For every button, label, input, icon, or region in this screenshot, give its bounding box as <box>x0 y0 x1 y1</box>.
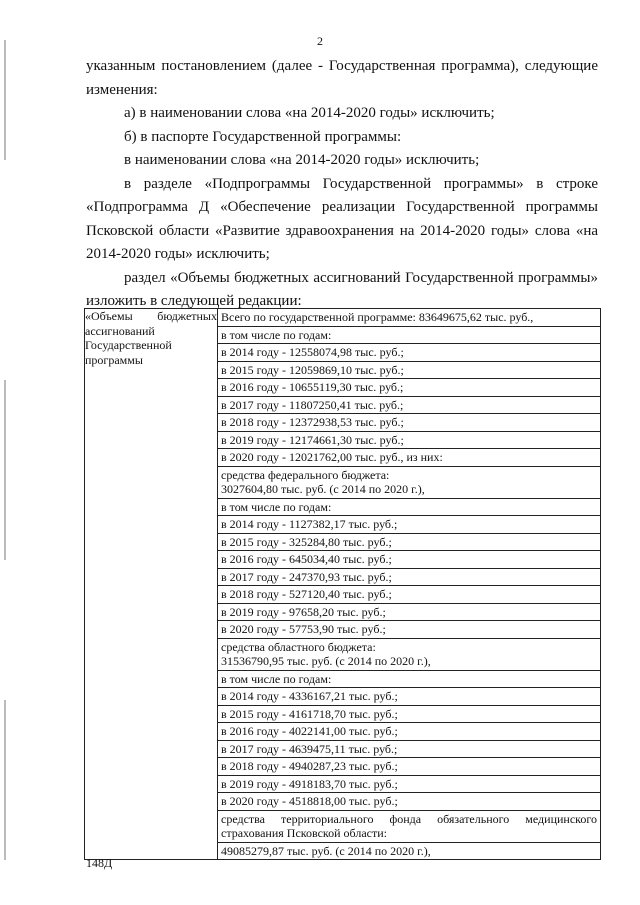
table-line-text: в 2018 году - 12372938,53 тыс. руб.; <box>221 415 404 429</box>
table-line-text: средства федерального бюджета: <box>221 467 390 482</box>
table-line-text: в 2017 году - 247370,93 тыс. руб.; <box>221 569 392 584</box>
table-line-text: в 2018 году - 527120,40 тыс. руб.; <box>221 587 392 601</box>
table-line <box>218 327 600 345</box>
footer-code: 148Д <box>86 856 113 870</box>
table-line <box>218 688 600 706</box>
paragraph: в разделе «Подпрограммы Государственной программы» в строке «Подпрограмма Д «Обеспечение реализации Государственной программы Псковской области «Развитие здравоохранения на 2014-2020 годы» слова «на 2014-2020 годы» исключить; <box>86 175 598 262</box>
table-line-text: Всего по государственной программе: 83649675,62 тыс. руб., <box>221 310 534 324</box>
paragraph: а) в наименовании слова «на 2014-2020 годы» исключить; <box>124 105 495 121</box>
table-line-text: в 2015 году - 325284,80 тыс. руб.; <box>221 534 392 549</box>
table-right-cell <box>218 309 601 860</box>
left-cell-line: программы <box>85 352 143 367</box>
table-line <box>218 621 600 639</box>
table-line-text: в 2019 году - 4918183,70 тыс. руб.; <box>221 776 398 791</box>
table-line <box>218 758 600 776</box>
paragraph: раздел «Объемы бюджетных ассигнований Государственной программы» изложить в следующей редакции: <box>86 269 598 309</box>
table-line-text: в 2019 году - 12174661,30 тыс. руб.; <box>221 432 404 447</box>
table-line <box>218 604 600 622</box>
table-line <box>218 741 600 759</box>
table-line-text: страхования Псковской области: <box>221 826 388 840</box>
table-line-text: в 2016 году - 4022141,00 тыс. руб.; <box>221 724 398 738</box>
table-line <box>218 776 600 794</box>
scan-edge-mark <box>4 700 6 860</box>
left-cell-line: Государственной <box>85 338 172 352</box>
table-line-text: средства территориального фонда обязательного медицинского <box>221 811 597 826</box>
table-line-text: в 2020 году - 4518818,00 тыс. руб.; <box>221 794 398 808</box>
table-line-text: в 2015 году - 12059869,10 тыс. руб.; <box>221 362 404 377</box>
table-line-text: в 2016 году - 645034,40 тыс. руб.; <box>221 552 392 566</box>
table-line-text: в 2016 году - 10655119,30 тыс. руб.; <box>221 380 404 394</box>
scan-edge-mark <box>4 380 6 560</box>
table-line-text: в 2020 году - 12021762,00 тыс. руб., из них: <box>221 450 443 464</box>
table-row <box>85 309 601 860</box>
left-cell-line: «Объемы бюджетных <box>85 309 217 323</box>
table-line <box>218 586 600 604</box>
table-line-text: в том числе по годам: <box>221 499 332 514</box>
table-line <box>218 432 600 450</box>
table-line <box>218 467 600 499</box>
table-line <box>218 362 600 380</box>
paragraph: в наименовании слова «на 2014-2020 годы» исключить; <box>124 152 480 168</box>
page-number: 2 <box>317 34 323 48</box>
table-line-text: в том числе по годам: <box>221 327 332 342</box>
table-line <box>218 639 600 671</box>
table-line-text: в том числе по годам: <box>221 671 332 686</box>
table-line <box>218 569 600 587</box>
table-line <box>218 706 600 724</box>
table-line <box>218 344 600 362</box>
table-line-text: в 2017 году - 11807250,41 тыс. руб.; <box>221 397 404 412</box>
document-body <box>86 55 598 314</box>
left-cell-line: ассигнований <box>85 323 155 338</box>
table-line <box>218 811 600 843</box>
table-line-text: в 2019 году - 97658,20 тыс. руб.; <box>221 604 386 619</box>
table-line <box>218 516 600 534</box>
table-line-text: 3027604,80 тыс. руб. (с 2014 по 2020 г.), <box>221 482 425 496</box>
table-line-text: в 2017 году - 4639475,11 тыс. руб.; <box>221 741 398 756</box>
table-line <box>218 379 600 397</box>
table-line-text: в 2014 году - 4336167,21 тыс. руб.; <box>221 689 398 703</box>
table-line <box>218 534 600 552</box>
table-line-text: 49085279,87 тыс. руб. (с 2014 по 2020 г.), <box>221 843 431 858</box>
table-line <box>218 449 600 467</box>
table-line-text: 31536790,95 тыс. руб. (с 2014 по 2020 г.), <box>221 654 431 668</box>
table-line <box>218 397 600 415</box>
table-line-text: в 2015 году - 4161718,70 тыс. руб.; <box>221 706 398 721</box>
paragraph: б) в паспорте Государственной программы: <box>124 128 402 145</box>
table-line-text: средства областного бюджета: <box>221 639 376 654</box>
table-line-text: в 2020 году - 57753,90 тыс. руб.; <box>221 622 386 636</box>
table-line-text: в 2018 году - 4940287,23 тыс. руб.; <box>221 759 398 773</box>
table-line <box>218 414 600 432</box>
table-line <box>218 843 600 860</box>
table-line-text: в 2014 году - 12558074,98 тыс. руб.; <box>221 345 404 359</box>
paragraph: указанным постановлением (далее - Государственная программа), следующие изменения: <box>86 58 598 98</box>
table-line <box>218 309 600 327</box>
scan-edge-mark <box>4 40 6 160</box>
table-line-text: в 2014 году - 1127382,17 тыс. руб.; <box>221 517 398 531</box>
table-line <box>218 551 600 569</box>
table-left-cell <box>85 309 218 860</box>
table-line <box>218 671 600 689</box>
table-line <box>218 723 600 741</box>
table-line <box>218 499 600 517</box>
budget-table <box>84 308 601 860</box>
table-line <box>218 793 600 811</box>
